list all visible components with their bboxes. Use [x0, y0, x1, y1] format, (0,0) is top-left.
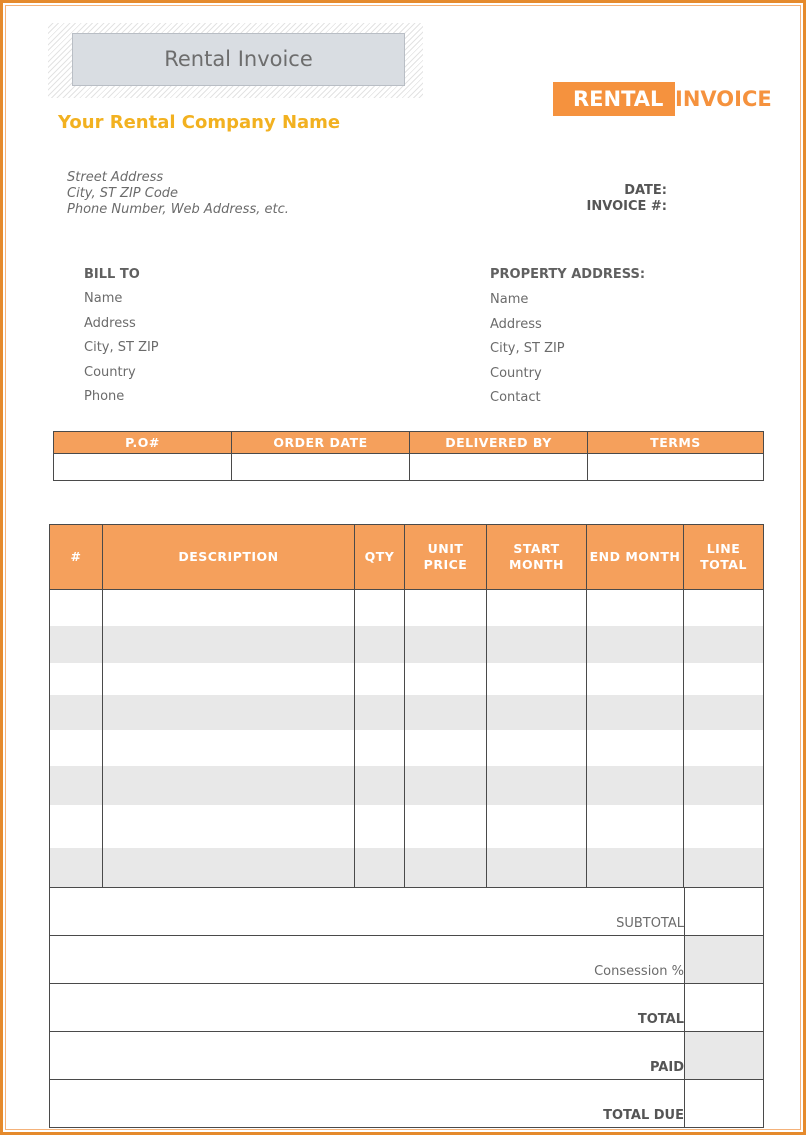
unit-price-header: UNIT PRICE [405, 525, 487, 590]
logo-placeholder[interactable]: Rental Invoice [72, 33, 405, 86]
date-label: DATE: [624, 183, 667, 198]
bill-to-address: Address [84, 315, 136, 331]
table-row[interactable] [50, 730, 764, 766]
invoice-number-label: INVOICE #: [586, 199, 667, 214]
start-month-header: START MONTH [487, 525, 587, 590]
bill-to-city: City, ST ZIP [84, 340, 159, 355]
company-contact: Phone Number, Web Address, etc. [67, 202, 289, 217]
table-row[interactable] [50, 805, 764, 848]
terms-header: TERMS [588, 432, 764, 454]
paid-label: PAID [50, 1032, 685, 1080]
property-address-block [490, 288, 565, 411]
concession-label: Consession % [50, 936, 685, 984]
order-date-cell[interactable] [232, 454, 410, 481]
totals-table [49, 887, 764, 1128]
terms-cell[interactable] [588, 454, 764, 481]
total-due-value[interactable] [685, 1080, 764, 1128]
subtotal-label: SUBTOTAL [50, 888, 685, 936]
po-number-header: P.O# [54, 432, 232, 454]
end-month-header: END MONTH [587, 525, 684, 590]
delivered-by-header: DELIVERED BY [410, 432, 588, 454]
paid-value[interactable] [685, 1032, 764, 1080]
bill-to-name: Name [84, 291, 123, 306]
document-title-invoice: INVOICE [675, 87, 772, 111]
delivered-by-cell[interactable] [410, 454, 588, 481]
order-date-header: ORDER DATE [232, 432, 410, 454]
logo-placeholder-area [48, 23, 423, 98]
bill-to-block [84, 287, 159, 410]
property-contact: Contact [490, 390, 541, 405]
invoice-meta [500, 183, 667, 215]
property-country: Country [490, 365, 542, 381]
total-due-label: TOTAL DUE [50, 1080, 685, 1128]
company-name: Your Rental Company Name [58, 112, 341, 133]
property-address-heading: PROPERTY ADDRESS: [490, 267, 646, 282]
table-row[interactable] [50, 695, 764, 730]
line-items-table [49, 524, 764, 888]
line-total-header: LINE TOTAL [684, 525, 764, 590]
concession-value[interactable] [685, 936, 764, 984]
bill-to-heading: BILL TO [84, 267, 140, 282]
table-row[interactable] [50, 626, 764, 663]
property-name: Name [490, 292, 529, 307]
company-city: City, ST ZIP Code [67, 186, 179, 201]
company-street: Street Address [67, 170, 164, 185]
company-address [67, 170, 289, 218]
total-value[interactable] [685, 984, 764, 1032]
table-row[interactable] [50, 848, 764, 888]
qty-header: QTY [355, 525, 405, 590]
property-city: City, ST ZIP [490, 341, 565, 356]
po-number-cell[interactable] [54, 454, 232, 481]
document-title-rental: RENTAL [553, 82, 675, 116]
item-number-header: # [50, 525, 103, 590]
table-row[interactable] [50, 766, 764, 805]
table-row[interactable] [50, 590, 764, 626]
description-header: DESCRIPTION [103, 525, 355, 590]
bill-to-country: Country [84, 364, 136, 380]
bill-to-phone: Phone [84, 389, 125, 404]
property-address: Address [490, 316, 542, 332]
subtotal-value[interactable] [685, 888, 764, 936]
order-info-table [53, 431, 764, 481]
total-label: TOTAL [50, 984, 685, 1032]
table-row[interactable] [50, 663, 764, 695]
